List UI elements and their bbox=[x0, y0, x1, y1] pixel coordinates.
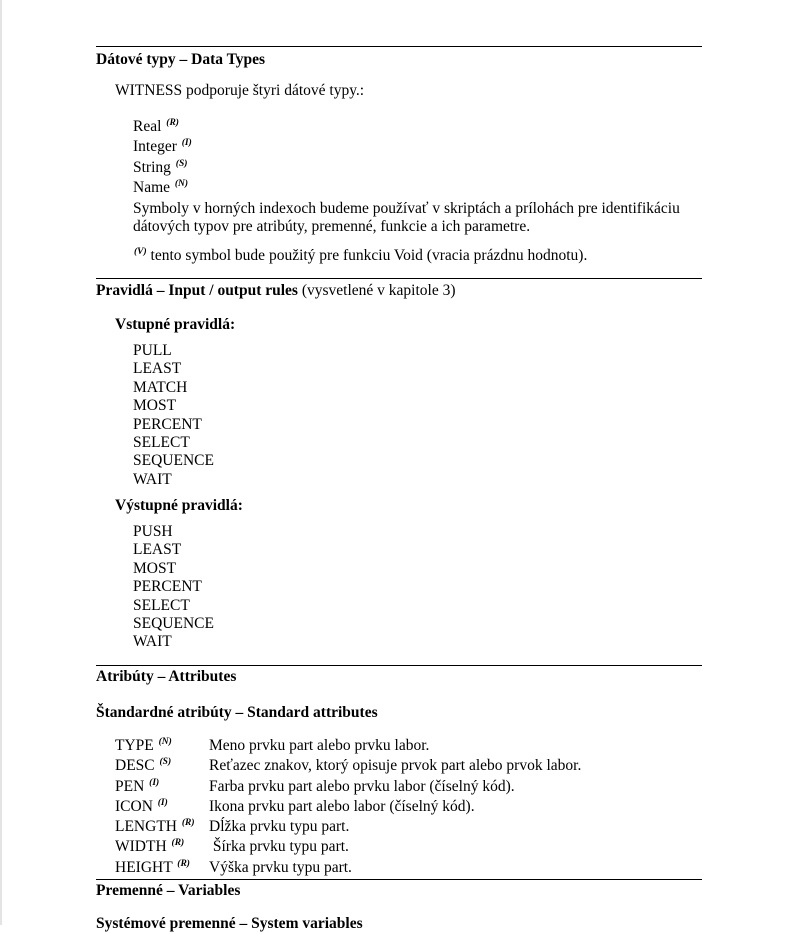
input-rules-list bbox=[133, 342, 214, 489]
input-rule: PULL bbox=[133, 342, 172, 359]
output-rule: WAIT bbox=[133, 633, 172, 651]
input-rule: PERCENT bbox=[133, 415, 202, 433]
attribute-desc: Reťazec znakov, ktorý opisuje prvok part alebo prvok labor. bbox=[209, 757, 582, 775]
attribute-name: TYPE $^{(N)}$ bbox=[115, 737, 172, 754]
input-rule: MATCH bbox=[133, 378, 188, 396]
data-type-item: Real $^{(R)}$ bbox=[133, 118, 179, 135]
attribute-desc: Meno prvku part alebo prvku labor. bbox=[209, 737, 430, 754]
attribute-name: WIDTH $^{(R)}$ bbox=[115, 838, 185, 856]
standard-attributes-heading: Štandardné atribúty – Standard attributes bbox=[96, 704, 378, 721]
attribute-desc: Šírka prvku typu part. bbox=[209, 838, 349, 856]
output-rule: SEQUENCE bbox=[133, 615, 214, 633]
input-rule: SELECT bbox=[133, 434, 190, 452]
attribute-row bbox=[115, 798, 581, 818]
variables-heading: Premenné – Variables bbox=[96, 882, 241, 899]
attribute-name: DESC $^{(S)}$ bbox=[115, 757, 172, 775]
attributes-table bbox=[115, 737, 581, 879]
section-divider bbox=[96, 879, 702, 880]
data-types-list bbox=[133, 118, 680, 236]
attributes-heading: Atribúty – Attributes bbox=[96, 668, 237, 685]
attribute-name: HEIGHT $^{(R)}$ bbox=[115, 858, 190, 876]
data-types-heading: Dátové typy – Data Types bbox=[96, 51, 266, 68]
data-type-item: Name $^{(N)}$ bbox=[133, 179, 189, 197]
attribute-row bbox=[115, 757, 581, 777]
attribute-row bbox=[115, 838, 581, 858]
input-rule: SEQUENCE bbox=[133, 452, 214, 470]
section-divider bbox=[96, 278, 702, 279]
data-types-note: Symboly v horných indexoch budeme používať v skriptách a prílohách pre identifikáciu bbox=[133, 199, 680, 217]
output-rules-list bbox=[133, 523, 214, 652]
output-rule: SELECT bbox=[133, 596, 190, 614]
attribute-desc: Ikona prvku part alebo labor (číselný kód). bbox=[209, 797, 475, 815]
attribute-name: LENGTH $^{(R)}$ bbox=[115, 818, 195, 836]
page-edge bbox=[0, 0, 2, 925]
section-divider bbox=[96, 46, 702, 47]
input-rules-heading: Vstupné pravidlá: bbox=[115, 316, 236, 333]
void-note: $^{(V)}$ tento symbol bude použitý pre funkciu Void (vracia prázdnu hodnotu). bbox=[134, 247, 588, 264]
system-variables-heading: Systémové premenné – System variables bbox=[96, 915, 363, 932]
section-divider bbox=[96, 665, 702, 666]
attribute-row bbox=[115, 818, 581, 838]
data-types-intro: WITNESS podporuje štyri dátové typy.: bbox=[115, 82, 365, 99]
output-rules-heading: Výstupné pravidlá: bbox=[115, 497, 243, 514]
attribute-row bbox=[115, 778, 581, 798]
attribute-desc: Farba prvku part alebo prvku labor (číselný kód). bbox=[209, 777, 515, 795]
data-types-note-cont: dátových typov pre atribúty, premenné, funkcie a ich parametre. bbox=[133, 218, 531, 236]
data-type-item: String $^{(S)}$ bbox=[133, 158, 188, 176]
attribute-name: ICON $^{(I)}$ bbox=[115, 797, 168, 815]
attribute-desc: Dĺžka prvku typu part. bbox=[209, 818, 350, 836]
attribute-desc: Výška prvku typu part. bbox=[209, 858, 352, 876]
attribute-row bbox=[115, 859, 581, 879]
output-rule: MOST bbox=[133, 559, 177, 577]
output-rule: PERCENT bbox=[133, 578, 202, 596]
attribute-name: PEN $^{(I)}$ bbox=[115, 777, 160, 795]
input-rule: MOST bbox=[133, 397, 177, 415]
data-type-item: Integer $^{(I)}$ bbox=[133, 138, 192, 156]
attribute-row bbox=[115, 737, 581, 757]
input-rule: LEAST bbox=[133, 360, 182, 378]
rules-heading: Pravidlá – Input / output rules (vysvetlené v kapitole 3) bbox=[96, 282, 456, 299]
input-rule: WAIT bbox=[133, 470, 172, 488]
output-rule: PUSH bbox=[133, 523, 173, 540]
output-rule: LEAST bbox=[133, 541, 182, 559]
